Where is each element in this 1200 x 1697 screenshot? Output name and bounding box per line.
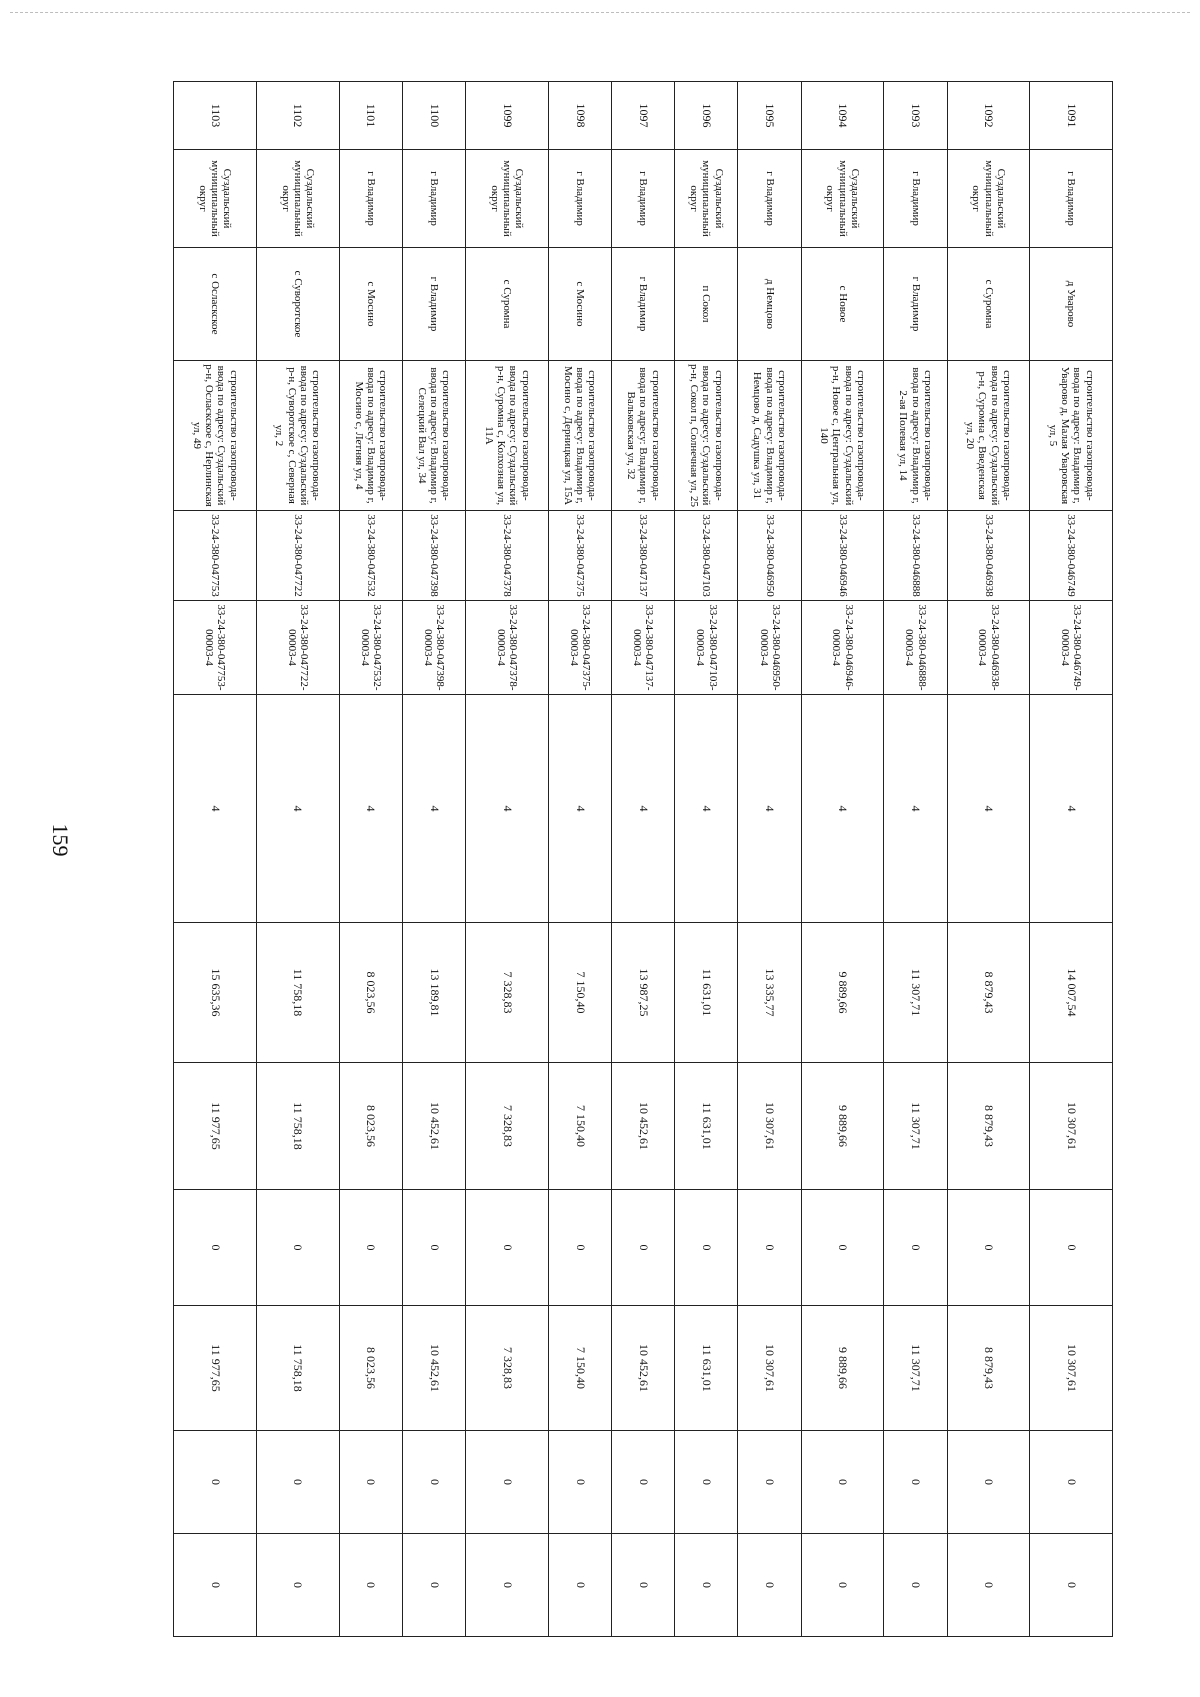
application-number-cell: 33-24-380-047398 — [402, 511, 465, 601]
amount-cell-4: 0 — [947, 1431, 1030, 1534]
total-cost-cell: 13 189,81 — [402, 923, 465, 1063]
municipality-cell: Суздальский муниципальный округ — [675, 150, 738, 248]
category-cell: 4 — [801, 695, 884, 923]
table-row — [548, 82, 611, 1637]
municipality-cell: г Владимир — [402, 150, 465, 248]
contract-number-cell: 33-24-380-047378-00003-4 — [466, 601, 549, 695]
contract-number-cell: 33-24-380-046946-00003-4 — [801, 601, 884, 695]
total-cost-cell: 7 328,83 — [466, 923, 549, 1063]
application-number-cell: 33-24-380-046946 — [801, 511, 884, 601]
amount-cell-4: 0 — [801, 1431, 884, 1534]
locality-cell: с Суворотское — [256, 248, 339, 361]
table-row — [738, 82, 801, 1637]
amount-cell-2: 0 — [174, 1190, 257, 1306]
total-cost-cell: 8 879,43 — [947, 923, 1030, 1063]
amount-cell-4: 0 — [884, 1431, 947, 1534]
scan-edge-line — [10, 12, 1190, 13]
amount-cell-3: 7 328,83 — [466, 1306, 549, 1431]
amount-cell-4: 0 — [174, 1431, 257, 1534]
amount-cell-5: 0 — [675, 1534, 738, 1637]
row-number-cell: 1096 — [675, 82, 738, 150]
object-description-cell: строительство газопровода-ввода по адресу: Суздальский р-н, Суромна с, Введенская ул, 20 — [947, 361, 1030, 511]
amount-cell-2: 0 — [611, 1190, 674, 1306]
municipality-cell: г Владимир — [339, 150, 402, 248]
category-cell: 4 — [174, 695, 257, 923]
row-number-cell: 1097 — [611, 82, 674, 150]
amount-cell-5: 0 — [256, 1534, 339, 1637]
contract-number-cell: 33-24-380-047753-00003-4 — [174, 601, 257, 695]
total-cost-cell: 14 007,54 — [1030, 923, 1113, 1063]
total-cost-cell: 11 758,18 — [256, 923, 339, 1063]
amount-cell-4: 0 — [339, 1431, 402, 1534]
locality-cell: с Осласкское — [174, 248, 257, 361]
row-number-cell: 1103 — [174, 82, 257, 150]
category-cell: 4 — [738, 695, 801, 923]
row-number-cell: 1092 — [947, 82, 1030, 150]
amount-cell-4: 0 — [402, 1431, 465, 1534]
row-number-cell: 1091 — [1030, 82, 1113, 150]
municipality-cell: Суздальский муниципальный округ — [256, 150, 339, 248]
table-row — [466, 82, 549, 1637]
amount-cell-3: 10 452,61 — [402, 1306, 465, 1431]
table-row — [339, 82, 402, 1637]
row-number-cell: 1094 — [801, 82, 884, 150]
object-description-cell: строительство газопровода-ввода по адресу: Суздальский р-н, Осласкское с, Нерлинская ул, 49 — [174, 361, 257, 511]
amount-cell-5: 0 — [884, 1534, 947, 1637]
amount-cell-3: 11 758,18 — [256, 1306, 339, 1431]
category-cell: 4 — [256, 695, 339, 923]
locality-cell: с Новое — [801, 248, 884, 361]
amount-cell-5: 0 — [947, 1534, 1030, 1637]
table-body — [174, 82, 1113, 1637]
amount-cell-1: 8 879,43 — [947, 1063, 1030, 1190]
total-cost-cell: 8 023,56 — [339, 923, 402, 1063]
locality-cell: п Сокол — [675, 248, 738, 361]
contract-number-cell: 33-24-380-046938-00003-4 — [947, 601, 1030, 695]
total-cost-cell: 9 889,66 — [801, 923, 884, 1063]
table-row — [675, 82, 738, 1637]
amount-cell-5: 0 — [738, 1534, 801, 1637]
amount-cell-1: 7 150,40 — [548, 1063, 611, 1190]
total-cost-cell: 13 335,77 — [738, 923, 801, 1063]
municipality-cell: Суздальский муниципальный округ — [174, 150, 257, 248]
object-description-cell: строительство газопровода-ввода по адресу: Суздальский р-н, Суромна с, Колхозная ул, 11А — [466, 361, 549, 511]
amount-cell-1: 10 307,61 — [1030, 1063, 1113, 1190]
object-description-cell: строительство газопровода-ввода по адресу: Суздальский р-н, Сокол п, Солнечная ул, 25 — [675, 361, 738, 511]
municipality-cell: Суздальский муниципальный округ — [801, 150, 884, 248]
locality-cell: г Владимир — [611, 248, 674, 361]
locality-cell: с Суромна — [947, 248, 1030, 361]
total-cost-cell: 13 987,25 — [611, 923, 674, 1063]
amount-cell-2: 0 — [884, 1190, 947, 1306]
object-description-cell: строительство газопровода-ввода по адресу: Владимир г, 2-ая Полевая ул, 14 — [884, 361, 947, 511]
amount-cell-5: 0 — [1030, 1534, 1113, 1637]
total-cost-cell: 7 150,40 — [548, 923, 611, 1063]
category-cell: 4 — [611, 695, 674, 923]
row-number-cell: 1093 — [884, 82, 947, 150]
registry-table-wrapper — [173, 81, 1113, 1636]
category-cell: 4 — [548, 695, 611, 923]
municipality-cell: Суздальский муниципальный округ — [466, 150, 549, 248]
locality-cell: с Мосино — [548, 248, 611, 361]
category-cell: 4 — [947, 695, 1030, 923]
amount-cell-4: 0 — [1030, 1431, 1113, 1534]
amount-cell-5: 0 — [339, 1534, 402, 1637]
amount-cell-2: 0 — [738, 1190, 801, 1306]
category-cell: 4 — [1030, 695, 1113, 923]
application-number-cell: 33-24-380-047103 — [675, 511, 738, 601]
locality-cell: д Уварово — [1030, 248, 1113, 361]
contract-number-cell: 33-24-380-047375-00003-4 — [548, 601, 611, 695]
amount-cell-2: 0 — [466, 1190, 549, 1306]
amount-cell-5: 0 — [548, 1534, 611, 1637]
table-row — [884, 82, 947, 1637]
amount-cell-1: 10 452,61 — [402, 1063, 465, 1190]
object-description-cell: строительство газопровода-ввода по адресу: Владимир г, Немцово д, Садушка ул, 31 — [738, 361, 801, 511]
municipality-cell: г Владимир — [738, 150, 801, 248]
amount-cell-4: 0 — [611, 1431, 674, 1534]
municipality-cell: г Владимир — [1030, 150, 1113, 248]
amount-cell-2: 0 — [947, 1190, 1030, 1306]
municipality-cell: Суздальский муниципальный округ — [947, 150, 1030, 248]
amount-cell-3: 9 889,66 — [801, 1306, 884, 1431]
row-number-cell: 1098 — [548, 82, 611, 150]
locality-cell: с Суромна — [466, 248, 549, 361]
contract-number-cell: 33-24-380-047398-00003-4 — [402, 601, 465, 695]
contract-number-cell: 33-24-380-047532-00003-4 — [339, 601, 402, 695]
object-description-cell: строительство газопровода-ввода по адресу: Владимир г, Мосино с, Дерницкая ул, 15А — [548, 361, 611, 511]
contract-number-cell: 33-24-380-047722-00003-4 — [256, 601, 339, 695]
row-number-cell: 1102 — [256, 82, 339, 150]
amount-cell-3: 11 307,71 — [884, 1306, 947, 1431]
category-cell: 4 — [466, 695, 549, 923]
amount-cell-2: 0 — [402, 1190, 465, 1306]
locality-cell: с Мосино — [339, 248, 402, 361]
application-number-cell: 33-24-380-046950 — [738, 511, 801, 601]
amount-cell-4: 0 — [548, 1431, 611, 1534]
amount-cell-3: 10 452,61 — [611, 1306, 674, 1431]
table-row — [174, 82, 257, 1637]
object-description-cell: строительство газопровода-ввода по адресу: Суздальский р-н, Суворотское с, Северная ул, 2 — [256, 361, 339, 511]
object-description-cell: строительство газопровода-ввода по адресу: Владимир г, Вальковская ул, 32 — [611, 361, 674, 511]
amount-cell-3: 11 631,01 — [675, 1306, 738, 1431]
amount-cell-1: 11 758,18 — [256, 1063, 339, 1190]
amount-cell-4: 0 — [256, 1431, 339, 1534]
amount-cell-5: 0 — [466, 1534, 549, 1637]
amount-cell-3: 11 977,65 — [174, 1306, 257, 1431]
amount-cell-3: 8 023,56 — [339, 1306, 402, 1431]
locality-cell: г Владимир — [884, 248, 947, 361]
contract-number-cell: 33-24-380-046888-00003-4 — [884, 601, 947, 695]
amount-cell-5: 0 — [174, 1534, 257, 1637]
table-row — [801, 82, 884, 1637]
municipality-cell: г Владимир — [884, 150, 947, 248]
object-description-cell: строительство газопровода-ввода по адресу: Владимир г, Селецкий Вал ул, 34 — [402, 361, 465, 511]
application-number-cell: 33-24-380-047137 — [611, 511, 674, 601]
amount-cell-1: 10 452,61 — [611, 1063, 674, 1190]
category-cell: 4 — [675, 695, 738, 923]
amount-cell-4: 0 — [466, 1431, 549, 1534]
application-number-cell: 33-24-380-047753 — [174, 511, 257, 601]
table-row — [611, 82, 674, 1637]
contract-number-cell: 33-24-380-047137-00003-4 — [611, 601, 674, 695]
amount-cell-3: 10 307,61 — [738, 1306, 801, 1431]
amount-cell-1: 10 307,61 — [738, 1063, 801, 1190]
amount-cell-2: 0 — [339, 1190, 402, 1306]
row-number-cell: 1100 — [402, 82, 465, 150]
amount-cell-3: 10 307,61 — [1030, 1306, 1113, 1431]
amount-cell-4: 0 — [675, 1431, 738, 1534]
amount-cell-4: 0 — [738, 1431, 801, 1534]
amount-cell-2: 0 — [548, 1190, 611, 1306]
municipality-cell: г Владимир — [548, 150, 611, 248]
row-number-cell: 1095 — [738, 82, 801, 150]
table-row — [402, 82, 465, 1637]
amount-cell-1: 9 889,66 — [801, 1063, 884, 1190]
object-description-cell: строительство газопровода-ввода по адресу: Суздальский р-н, Новое с, Центральная ул, 140 — [801, 361, 884, 511]
amount-cell-5: 0 — [801, 1534, 884, 1637]
amount-cell-1: 8 023,56 — [339, 1063, 402, 1190]
category-cell: 4 — [402, 695, 465, 923]
amount-cell-1: 11 307,71 — [884, 1063, 947, 1190]
application-number-cell: 33-24-380-047378 — [466, 511, 549, 601]
amount-cell-2: 0 — [256, 1190, 339, 1306]
application-number-cell: 33-24-380-047375 — [548, 511, 611, 601]
total-cost-cell: 11 631,01 — [675, 923, 738, 1063]
locality-cell: д Немцово — [738, 248, 801, 361]
application-number-cell: 33-24-380-046938 — [947, 511, 1030, 601]
total-cost-cell: 11 307,71 — [884, 923, 947, 1063]
amount-cell-5: 0 — [611, 1534, 674, 1637]
application-number-cell: 33-24-380-046888 — [884, 511, 947, 601]
row-number-cell: 1099 — [466, 82, 549, 150]
total-cost-cell: 15 635,36 — [174, 923, 257, 1063]
application-number-cell: 33-24-380-047532 — [339, 511, 402, 601]
amount-cell-2: 0 — [801, 1190, 884, 1306]
table-row — [1030, 82, 1113, 1637]
amount-cell-2: 0 — [1030, 1190, 1113, 1306]
category-cell: 4 — [339, 695, 402, 923]
amount-cell-3: 8 879,43 — [947, 1306, 1030, 1431]
page-number: 159 — [48, 823, 73, 857]
row-number-cell: 1101 — [339, 82, 402, 150]
contract-number-cell: 33-24-380-047103-00003-4 — [675, 601, 738, 695]
application-number-cell: 33-24-380-047722 — [256, 511, 339, 601]
amount-cell-3: 7 150,40 — [548, 1306, 611, 1431]
object-description-cell: строительство газопровода-ввода по адресу: Владимир г, Мосино с, Летняя ул, 4 — [339, 361, 402, 511]
municipality-cell: г Владимир — [611, 150, 674, 248]
locality-cell: г Владимир — [402, 248, 465, 361]
amount-cell-1: 11 631,01 — [675, 1063, 738, 1190]
application-number-cell: 33-24-380-046749 — [1030, 511, 1113, 601]
contract-number-cell: 33-24-380-046749-00003-4 — [1030, 601, 1113, 695]
table-row — [947, 82, 1030, 1637]
amount-cell-1: 7 328,83 — [466, 1063, 549, 1190]
table-row — [256, 82, 339, 1637]
object-description-cell: строительство газопровода-ввода по адресу: Владимир г, Уварово д, Малая Уваровская ул, 5 — [1030, 361, 1113, 511]
amount-cell-2: 0 — [675, 1190, 738, 1306]
category-cell: 4 — [884, 695, 947, 923]
amount-cell-5: 0 — [402, 1534, 465, 1637]
registry-table — [173, 81, 1113, 1637]
amount-cell-1: 11 977,65 — [174, 1063, 257, 1190]
contract-number-cell: 33-24-380-046950-00003-4 — [738, 601, 801, 695]
